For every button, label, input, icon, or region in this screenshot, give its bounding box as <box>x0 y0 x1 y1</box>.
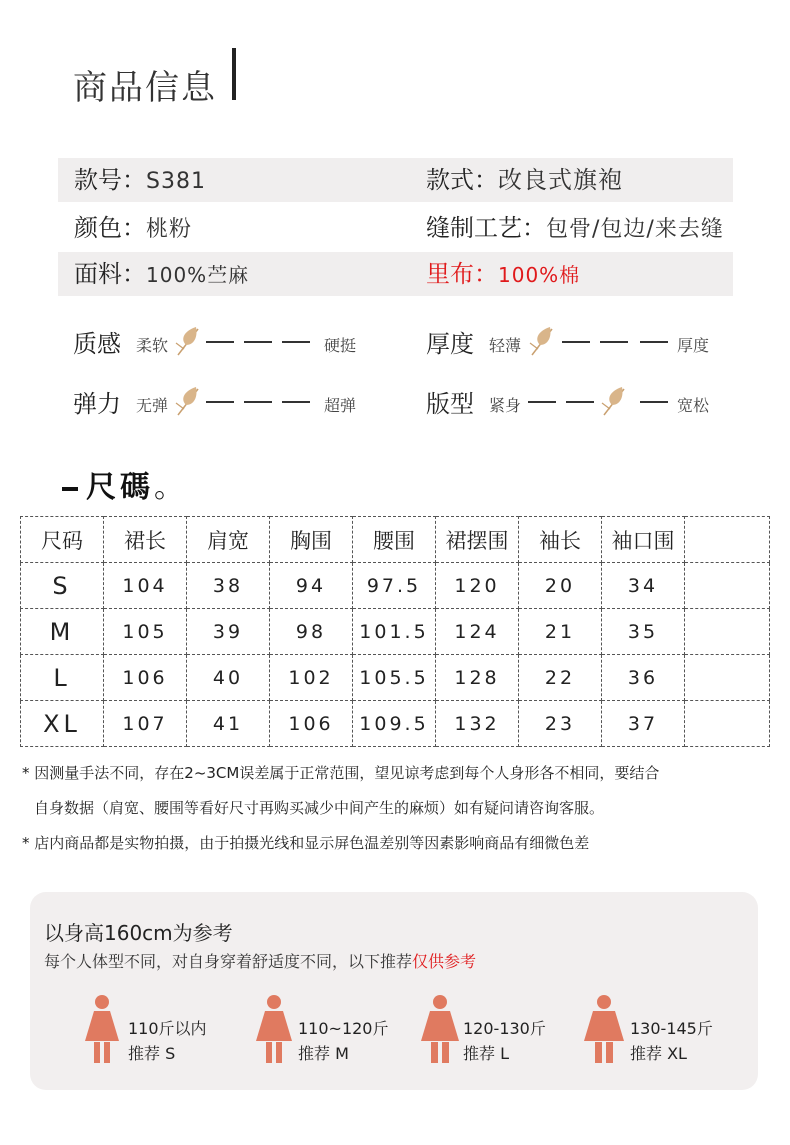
table-header: 尺码 <box>21 517 104 563</box>
attr-thickness-label: 厚度 <box>426 330 474 358</box>
attr-texture-label: 质感 <box>73 330 121 358</box>
scale-dash <box>566 401 594 403</box>
scale-dash <box>206 401 234 403</box>
scale-dash <box>282 401 310 403</box>
table-header: 胸围 <box>270 517 353 563</box>
heading-dash <box>62 487 78 491</box>
table-header: 袖长 <box>519 517 602 563</box>
scale-dash <box>528 401 556 403</box>
wheat-leaf-icon <box>600 383 632 417</box>
figure-caption: 110斤以内 推荐 S <box>128 1019 207 1063</box>
attr-elasticity-end: 超弹 <box>324 396 357 415</box>
table-row <box>21 563 770 609</box>
info-row <box>58 206 733 250</box>
table-cell: 132 <box>436 701 519 747</box>
woman-figure-icon <box>584 994 624 1064</box>
woman-figure-icon <box>82 994 122 1064</box>
table-cell: 102 <box>270 655 353 701</box>
table-cell: 38 <box>187 563 270 609</box>
table-header: 袖口围 <box>602 517 685 563</box>
attr-fit-label: 版型 <box>426 390 474 418</box>
scale-dash <box>600 341 628 343</box>
table-cell: 37 <box>602 701 685 747</box>
table-cell: 124 <box>436 609 519 655</box>
sewing-craft: 缝制工艺：包骨/包边/来去缝 <box>426 214 724 242</box>
scale-dash <box>640 401 668 403</box>
table-row <box>21 701 770 747</box>
table-header: 裙长 <box>104 517 187 563</box>
table-cell: 34 <box>602 563 685 609</box>
scale-dash <box>244 341 272 343</box>
table-cell: 128 <box>436 655 519 701</box>
figure-caption: 130-145斤 推荐 XL <box>630 1019 713 1063</box>
table-cell: 105.5 <box>353 655 436 701</box>
attr-thickness-end: 厚度 <box>677 336 710 355</box>
table-cell: 35 <box>602 609 685 655</box>
table-row <box>21 609 770 655</box>
info-row <box>58 158 733 202</box>
table-header: 腰围 <box>353 517 436 563</box>
table-cell: 23 <box>519 701 602 747</box>
size-section-heading: 尺碼。 <box>62 462 188 506</box>
attr-thickness-start: 轻薄 <box>489 336 522 355</box>
table-cell: 105 <box>104 609 187 655</box>
table-cell: 41 <box>187 701 270 747</box>
table-header <box>685 517 770 563</box>
reference-highlight: 仅供参考 <box>412 952 477 971</box>
table-cell: 22 <box>519 655 602 701</box>
wheat-leaf-icon <box>174 383 206 417</box>
reference-title: 以身高160cm为参考 <box>44 921 233 945</box>
color: 颜色：桃粉 <box>74 214 193 242</box>
table-cell: 39 <box>187 609 270 655</box>
table-cell: 98 <box>270 609 353 655</box>
scale-dash <box>206 341 234 343</box>
table-cell: M <box>21 609 104 655</box>
note-line: * 店内商品都是实物拍摄，由于拍摄光线和显示屏色温差别等因素影响商品有细微色差 <box>22 834 590 852</box>
table-cell: 36 <box>602 655 685 701</box>
table-cell: 107 <box>104 701 187 747</box>
scale-dash <box>282 341 310 343</box>
attr-texture-start: 柔软 <box>136 336 169 355</box>
note-line: 自身数据（肩宽、腰围等看好尺寸再购买减少中间产生的麻烦）如有疑问请咨询客服。 <box>34 799 605 817</box>
table-cell <box>685 563 770 609</box>
style: 款式：改良式旗袍 <box>426 166 623 194</box>
attr-texture-end: 硬挺 <box>324 336 357 355</box>
table-cell: 101.5 <box>353 609 436 655</box>
note-line: * 因测量手法不同，存在2~3CM误差属于正常范围，望见谅考虑到每个人身形各不相同，要结合 <box>22 764 660 782</box>
table-cell: L <box>21 655 104 701</box>
table-cell: 20 <box>519 563 602 609</box>
lining: 里布：100%棉 <box>426 260 581 288</box>
table-cell: S <box>21 563 104 609</box>
reference-subtitle: 每个人体型不同，对自身穿着舒适度不同，以下推荐仅供参考 <box>44 952 477 971</box>
scale-dash <box>640 341 668 343</box>
table-row <box>21 655 770 701</box>
table-cell: 94 <box>270 563 353 609</box>
figure-caption: 110~120斤 推荐 M <box>298 1019 389 1063</box>
table-cell: 104 <box>104 563 187 609</box>
table-header: 裙摆围 <box>436 517 519 563</box>
table-cell: 109.5 <box>353 701 436 747</box>
info-row <box>58 252 733 296</box>
size-table <box>20 516 770 747</box>
table-header-row <box>21 517 770 563</box>
figure-caption: 120-130斤 推荐 L <box>463 1019 546 1063</box>
woman-figure-icon <box>254 994 294 1064</box>
attr-fit-end: 宽松 <box>677 396 710 415</box>
woman-figure-icon <box>420 994 460 1064</box>
attr-fit-start: 紧身 <box>489 396 522 415</box>
table-cell: 106 <box>104 655 187 701</box>
table-cell: 120 <box>436 563 519 609</box>
table-cell: 21 <box>519 609 602 655</box>
table-cell <box>685 655 770 701</box>
title-divider <box>232 48 236 100</box>
table-cell: 40 <box>187 655 270 701</box>
attr-elasticity-label: 弹力 <box>73 390 121 418</box>
table-cell <box>685 609 770 655</box>
page-title: 商品信息 <box>73 68 217 108</box>
fabric: 面料：100%苎麻 <box>74 260 250 288</box>
item-number: 款号：S381 <box>74 166 206 194</box>
attr-elasticity-start: 无弹 <box>136 396 169 415</box>
table-cell: 106 <box>270 701 353 747</box>
table-cell <box>685 701 770 747</box>
wheat-leaf-icon <box>528 323 560 357</box>
scale-dash <box>244 401 272 403</box>
table-cell: 97.5 <box>353 563 436 609</box>
table-cell: XL <box>21 701 104 747</box>
table-header: 肩宽 <box>187 517 270 563</box>
scale-dash <box>562 341 590 343</box>
wheat-leaf-icon <box>174 323 206 357</box>
